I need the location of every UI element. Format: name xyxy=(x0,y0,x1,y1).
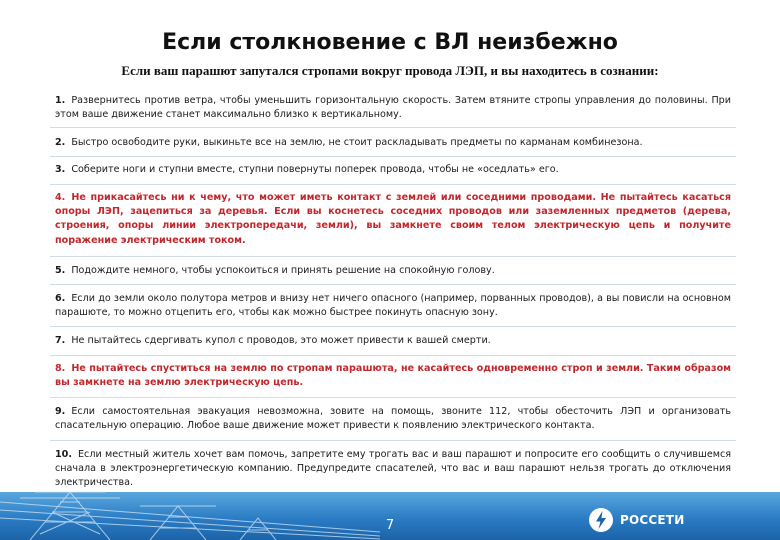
divider xyxy=(50,355,736,356)
item-number: 8. xyxy=(55,363,66,374)
list-item xyxy=(55,264,731,278)
page-title: Если столкновение с ВЛ неизбежно xyxy=(162,30,618,55)
divider xyxy=(50,326,736,327)
item-text: Соберите ноги и ступни вместе, ступни повернуты поперек провода, чтобы не «оседлать» его. xyxy=(71,164,559,175)
item-text: Развернитесь против ветра, чтобы уменьшить горизонтальную скорость. Затем втяните стропы управления до половины. При этом ваше движение станет максимально близко к вертикальному. xyxy=(55,95,731,121)
divider xyxy=(50,156,736,157)
divider xyxy=(50,284,736,285)
item-text: Быстро освободите руки, выкиньте все на землю, не стоит раскладывать предметы по карманам комбинезона. xyxy=(71,137,643,148)
power-tower-graphic xyxy=(0,488,380,540)
divider xyxy=(50,127,736,128)
list-item xyxy=(55,405,731,433)
item-text: Если местный житель хочет вам помочь, запретите ему трогать вас и ваш парашют и попросите его сообщить о случившемся сначала в электроэнергетическую компанию. Предупредите спасателей, что вас и ваш парашют нельзя трогать до отключения электричества. xyxy=(55,449,731,489)
item-number: 2. xyxy=(55,137,66,148)
divider xyxy=(50,440,736,441)
list-item xyxy=(55,334,731,348)
list-item xyxy=(55,448,731,491)
item-text: Если самостоятельная эвакуация невозможна, зовите на помощь, звоните 112, чтобы обесточить ЛЭП и организовать спасательную операцию. Любое ваше движение может привести к появлению электрического контакта. xyxy=(55,406,731,432)
list-item xyxy=(55,163,731,177)
list-item xyxy=(55,94,731,122)
rosseti-logo xyxy=(588,506,684,534)
list-item-warning xyxy=(55,362,731,390)
list-item xyxy=(55,292,731,320)
item-number: 3. xyxy=(55,164,66,175)
divider xyxy=(50,184,736,185)
item-number: 6. xyxy=(55,293,66,304)
item-number: 4. xyxy=(55,192,66,203)
list-item-warning xyxy=(55,191,731,248)
item-text: Не прикасайтесь ни к чему, что может иметь контакт с землей или соседними проводами. Не пытайтесь касаться опоры ЛЭП, зацепиться за деревья. Если вы коснетесь соседних проводов или заземленных предметов (дерева, строения, опоры линии электропередачи, земли), вы замкнете своим телом электрическую цепь и получите поражение электрическим током. xyxy=(55,192,731,246)
item-number: 7. xyxy=(55,335,66,346)
item-number: 1. xyxy=(55,95,66,106)
item-number: 9. xyxy=(55,406,66,417)
item-text: Если до земли около полутора метров и внизу нет ничего опасного (например, порванных проводов), а вы повисли на основном парашюте, то можно отцепить его, чтобы как можно быстрее покинуть опасную зону. xyxy=(55,293,731,319)
item-number: 5. xyxy=(55,265,66,276)
divider xyxy=(50,256,736,257)
page-subtitle: Если ваш парашют запутался стропами вокруг провода ЛЭП, и вы находитесь в сознании: xyxy=(121,63,659,78)
page-number: 7 xyxy=(385,518,395,533)
logo-text: РОССЕТИ xyxy=(620,513,685,527)
divider xyxy=(50,397,736,398)
item-text: Не пытайтесь сдергивать купол с проводов, это может привести к вашей смерти. xyxy=(71,335,491,346)
rosseti-emblem-icon xyxy=(588,507,614,533)
list-item xyxy=(55,136,731,150)
item-text: Не пытайтесь спуститься на землю по стропам парашюта, не касайтесь одновременно строп и земли. Таким образом вы замкнете на землю электрическую цепь. xyxy=(55,363,731,389)
item-number: 10. xyxy=(55,449,72,460)
item-text: Подождите немного, чтобы успокоиться и принять решение на спокойную голову. xyxy=(71,265,495,276)
